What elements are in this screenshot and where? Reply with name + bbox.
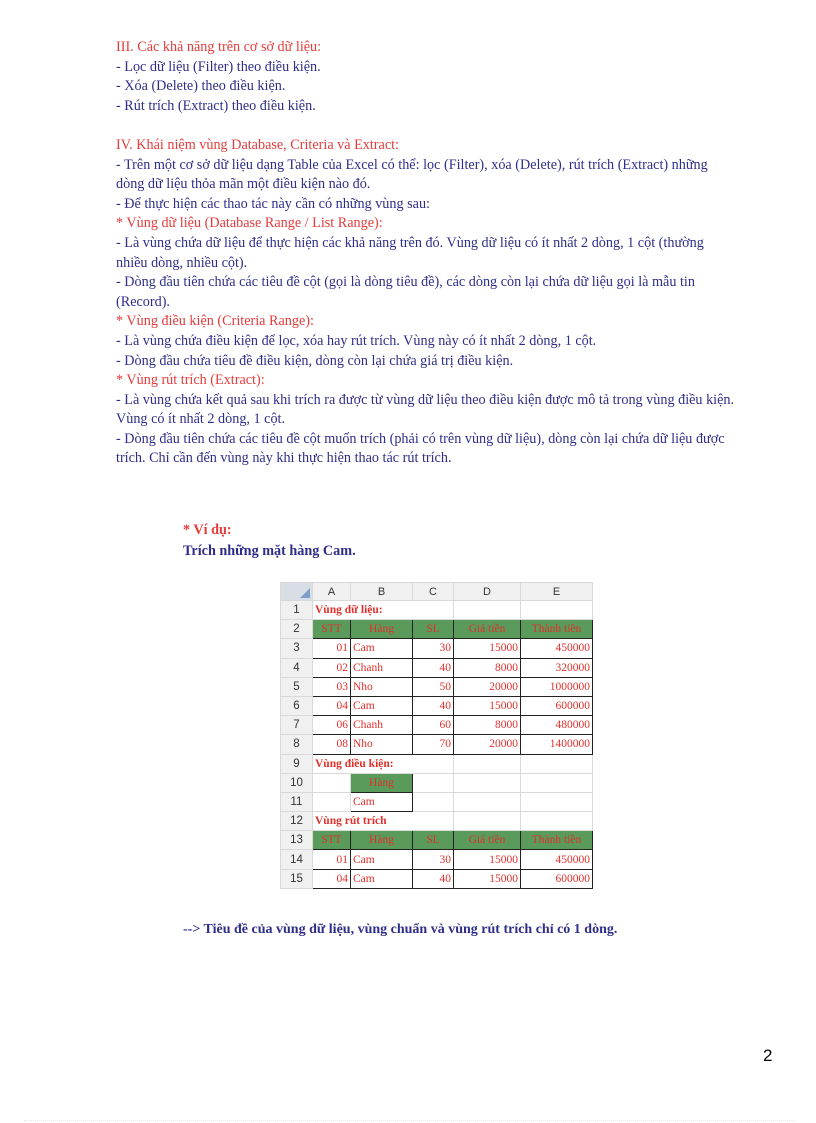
sheet-row (281, 620, 593, 639)
cell[interactable]: 06 (313, 716, 351, 735)
sheet-row (281, 831, 593, 850)
header-cell[interactable]: Giá tiền (454, 620, 521, 639)
cell[interactable]: Cam (351, 850, 413, 869)
cell[interactable]: 60 (413, 716, 454, 735)
cell[interactable]: Nho (351, 677, 413, 696)
header-cell[interactable]: Thành tiền (521, 620, 593, 639)
sheet-row (281, 677, 593, 696)
example-label: * Ví dụ: (183, 522, 232, 538)
header-cell[interactable]: SL (413, 620, 454, 639)
cell[interactable] (454, 773, 521, 792)
cell[interactable] (413, 754, 454, 773)
cell[interactable]: 8000 (454, 716, 521, 735)
cell[interactable] (313, 792, 351, 811)
cell[interactable] (413, 773, 454, 792)
row-header[interactable]: 9 (281, 754, 313, 773)
section-3-line: - Rút trích (Extract) theo điều kiện. (116, 97, 316, 114)
cell[interactable]: 600000 (521, 696, 593, 715)
cell[interactable]: Cam (351, 869, 413, 888)
paragraph: - Để thực hiện các thao tác này cần có những vùng sau: (116, 195, 430, 212)
sheet-row (281, 773, 593, 792)
row-header[interactable]: 7 (281, 716, 313, 735)
cell[interactable]: 40 (413, 658, 454, 677)
select-all-corner[interactable] (281, 583, 313, 601)
cell[interactable]: 04 (313, 696, 351, 715)
cell[interactable]: 320000 (521, 658, 593, 677)
example-description: Trích những mặt hàng Cam. (183, 543, 356, 559)
cell[interactable] (521, 792, 593, 811)
cell[interactable]: 600000 (521, 869, 593, 888)
cell[interactable] (313, 773, 351, 792)
cell[interactable]: 04 (313, 869, 351, 888)
column-header[interactable]: C (413, 583, 454, 601)
paragraph: - Trên một cơ sở dữ liệu dạng Table của Excel có thể: lọc (Filter), xóa (Delete), rút trích (Extract) những dòng dữ liệu thỏa mãn một điều kiện nào đó. (116, 156, 708, 193)
cell[interactable] (413, 792, 454, 811)
subheading: * Vùng rút trích (Extract): (116, 372, 265, 389)
cell[interactable]: 01 (313, 639, 351, 658)
cell[interactable] (413, 601, 454, 620)
paragraph: - Dòng đầu tiên chứa các tiêu đề cột muốn trích (phải có trên vùng dữ liệu), dòng còn lại chứa dữ liệu được trích. Chỉ cần đến vùng này khi thực hiện thao tác rút trích. (116, 430, 725, 467)
row-header[interactable]: 15 (281, 869, 313, 888)
summary-note: --> Tiêu đề của vùng dữ liệu, vùng chuẩn và vùng rút trích chỉ có 1 dòng. (183, 922, 618, 937)
cell[interactable]: 40 (413, 696, 454, 715)
cell[interactable]: Nho (351, 735, 413, 754)
sheet-row (281, 812, 593, 831)
section-4-title: IV. Khái niệm vùng Database, Criteria và Extract: (116, 136, 400, 153)
cell[interactable]: 03 (313, 677, 351, 696)
sheet-row (281, 658, 593, 677)
section-3-line: - Xóa (Delete) theo điều kiện. (116, 78, 286, 95)
row-header[interactable]: 10 (281, 773, 313, 792)
subheading: * Vùng điều kiện (Criteria Range): (116, 313, 314, 330)
page-bottom-border (24, 1120, 794, 1121)
spreadsheet (280, 582, 593, 889)
column-header[interactable]: E (521, 583, 593, 601)
cell[interactable]: 50 (413, 677, 454, 696)
cell[interactable]: 8000 (454, 658, 521, 677)
example-block (183, 520, 356, 562)
cell[interactable]: 01 (313, 850, 351, 869)
column-header[interactable]: A (313, 583, 351, 601)
sheet-row (281, 601, 593, 620)
data-range-label[interactable]: Vùng dữ liệu: (313, 601, 413, 620)
cell[interactable]: Cam (351, 639, 413, 658)
header-cell[interactable]: STT (313, 620, 351, 639)
sheet-row (281, 735, 593, 754)
cell[interactable] (521, 754, 593, 773)
criteria-value-cell[interactable]: Cam (351, 792, 413, 811)
row-header[interactable]: 14 (281, 850, 313, 869)
sheet-row (281, 716, 593, 735)
sheet-row (281, 754, 593, 773)
cell[interactable]: Chanh (351, 716, 413, 735)
row-header[interactable]: 6 (281, 696, 313, 715)
section-3-title: III. Các khả năng trên cơ sở dữ liệu: (116, 39, 322, 55)
paragraph: - Là vùng chứa kết quả sau khi trích ra được từ vùng dữ liệu theo điều kiện được mô tả trong vùng điều kiện. Vùng có ít nhất 2 dòng, 1 cột. (116, 391, 735, 428)
cell[interactable]: 15000 (454, 639, 521, 658)
cell[interactable]: 30 (413, 850, 454, 869)
row-header[interactable]: 1 (281, 601, 313, 620)
header-cell[interactable]: STT (313, 831, 351, 850)
column-header[interactable]: B (351, 583, 413, 601)
row-header[interactable]: 13 (281, 831, 313, 850)
sheet-row (281, 639, 593, 658)
cell[interactable]: 480000 (521, 716, 593, 735)
cell[interactable] (521, 812, 593, 831)
row-header[interactable]: 11 (281, 792, 313, 811)
header-cell[interactable]: SL (413, 831, 454, 850)
cell[interactable]: 20000 (454, 735, 521, 754)
criteria-header-cell[interactable]: Hàng (351, 773, 413, 792)
section-3-line: - Lọc dữ liệu (Filter) theo điều kiện. (116, 58, 321, 75)
cell[interactable]: 30 (413, 639, 454, 658)
criteria-range-label[interactable]: Vùng điều kiện: (313, 754, 413, 773)
cell[interactable]: 450000 (521, 850, 593, 869)
paragraph: - Dòng đầu tiên chứa các tiêu đề cột (gọi là dòng tiêu đề), các dòng còn lại chứa dữ liệu gọi là mẫu tin (Record). (116, 274, 695, 310)
cell[interactable]: 15000 (454, 850, 521, 869)
column-header-row (281, 583, 593, 601)
cell[interactable]: 15000 (454, 869, 521, 888)
cell[interactable]: 1400000 (521, 735, 593, 754)
row-header[interactable]: 4 (281, 658, 313, 677)
header-cell[interactable]: Hàng (351, 620, 413, 639)
cell[interactable]: 02 (313, 658, 351, 677)
cell[interactable]: Cam (351, 696, 413, 715)
cell[interactable]: 08 (313, 735, 351, 754)
cell[interactable]: 20000 (454, 677, 521, 696)
row-header[interactable]: 2 (281, 620, 313, 639)
header-cell[interactable]: Giá tiền (454, 831, 521, 850)
paragraph: - Dòng đầu chứa tiêu đề điều kiện, dòng còn lại chứa giá trị điều kiện. (116, 352, 514, 369)
body-text (116, 38, 736, 469)
cell[interactable] (413, 812, 454, 831)
header-cell[interactable]: Thành tiền (521, 831, 593, 850)
paragraph: - Là vùng chứa điều kiện để lọc, xóa hay rút trích. Vùng này có ít nhất 2 dòng, 1 cột. (116, 332, 597, 349)
paragraph: - Là vùng chứa dữ liệu để thực hiện các khả năng trên đó. Vùng dữ liệu có ít nhất 2 dòng, 1 cột (thường nhiều dòng, nhiều cột). (116, 234, 704, 271)
cell[interactable]: 450000 (521, 639, 593, 658)
sheet-row (281, 792, 593, 811)
cell[interactable]: Chanh (351, 658, 413, 677)
cell[interactable] (454, 812, 521, 831)
cell[interactable] (454, 792, 521, 811)
column-header[interactable]: D (454, 583, 521, 601)
header-cell[interactable]: Hàng (351, 831, 413, 850)
cell[interactable]: 70 (413, 735, 454, 754)
page-number: 2 (763, 1046, 773, 1065)
extract-range-label[interactable]: Vùng rút trích (313, 812, 413, 831)
cell[interactable] (521, 773, 593, 792)
row-header[interactable]: 8 (281, 735, 313, 754)
row-header[interactable]: 12 (281, 812, 313, 831)
cell[interactable]: 40 (413, 869, 454, 888)
sheet-row (281, 696, 593, 715)
sheet-row (281, 869, 593, 888)
cell[interactable]: 15000 (454, 696, 521, 715)
subheading: * Vùng dữ liệu (Database Range / List Range): (116, 215, 383, 232)
cell[interactable] (521, 601, 593, 620)
cell[interactable] (454, 601, 521, 620)
cell[interactable]: 1000000 (521, 677, 593, 696)
cell[interactable] (454, 754, 521, 773)
row-header[interactable]: 3 (281, 639, 313, 658)
sheet-row (281, 850, 593, 869)
row-header[interactable]: 5 (281, 677, 313, 696)
